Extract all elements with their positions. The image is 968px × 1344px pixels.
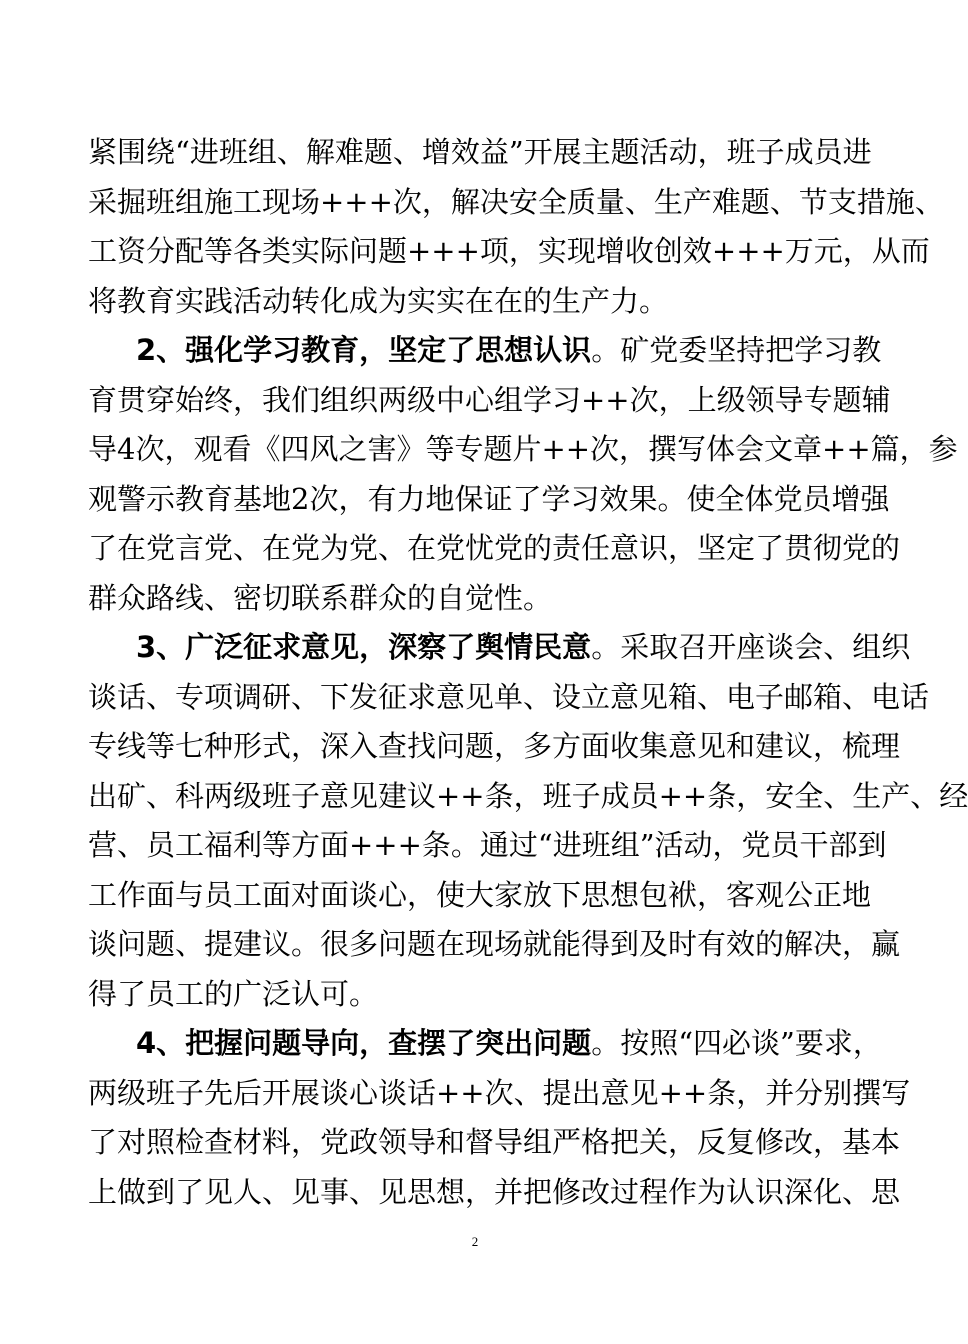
page-number: 2	[471, 1234, 479, 1249]
text-line: 采掘班组施工现场+++次，解决安全质量、生产难题、节支措施、	[88, 184, 944, 219]
text-fragment: 。采取召开座谈会、组织	[591, 630, 911, 664]
text-line: 了在党言党、在党为党、在党忧党的责任意识，坚定了贯彻党的	[88, 531, 901, 565]
paragraph-3	[88, 623, 968, 1019]
text-line: 观警示教育基地2次，有力地保证了学习效果。使全体党员增强	[88, 481, 890, 516]
text-line: 专线等七种形式，深入查找问题，多方面收集意见和建议，梳理	[88, 729, 901, 763]
text-line: 将教育实践活动转化成为实实在在的生产力。	[88, 283, 669, 318]
text-line: 工资分配等各类实际问题+++项，实现增收创效+++万元，从而	[88, 234, 930, 268]
text-line: 谈问题、提建议。很多问题在现场就能得到及时有效的解决，赢	[88, 927, 901, 961]
section-heading: 4、把握问题导向，查摆了突出问题	[136, 1026, 592, 1060]
text-line: 了对照检查材料，党政领导和督导组严格把关，反复修改，基本	[88, 1125, 901, 1159]
paragraph-2	[88, 326, 958, 623]
text-line: 导4次，观看《四风之害》等专题片++次，撰写体会文章++篇，参	[88, 432, 958, 466]
section-heading: 3、广泛征求意见，深察了舆情民意	[136, 630, 592, 664]
paragraph-first-line	[88, 326, 882, 376]
text-line: 工作面与员工面对面谈心，使大家放下思想包袱，客观公正地	[88, 877, 872, 912]
document-body	[88, 128, 968, 1217]
paragraph-4	[88, 1019, 911, 1217]
section-heading: 2、强化学习教育，坚定了思想认识	[136, 333, 592, 367]
text-line: 两级班子先后开展谈心谈话++次、提出意见++条，并分别撰写	[88, 1075, 911, 1110]
paragraph-1	[88, 128, 944, 326]
text-line: 育贯穿始终，我们组织两级中心组学习++次，上级领导专题辅	[88, 382, 891, 417]
text-line: 营、员工福利等方面+++条。通过“进班组”活动，党员干部到	[88, 828, 887, 862]
text-line: 上做到了见人、见事、见思想，并把修改过程作为认识深化、思	[88, 1174, 901, 1209]
text-line: 谈话、专项调研、下发征求意见单、设立意见箱、电子邮箱、电话	[88, 679, 930, 714]
text-line: 紧围绕“进班组、解难题、增效益”开展主题活动，班子成员进	[88, 135, 872, 169]
text-line: 群众路线、密切联系群众的自觉性。	[88, 580, 553, 615]
paragraph-first-line	[88, 623, 911, 673]
text-line: 出矿、科两级班子意见建议++条，班子成员++条，安全、生产、经	[88, 778, 968, 813]
text-line: 得了员工的广泛认可。	[88, 976, 379, 1011]
text-fragment: 。矿党委坚持把学习教	[591, 333, 882, 367]
text-fragment: 。按照“四必谈”要求，	[591, 1026, 882, 1060]
paragraph-first-line	[88, 1019, 882, 1069]
